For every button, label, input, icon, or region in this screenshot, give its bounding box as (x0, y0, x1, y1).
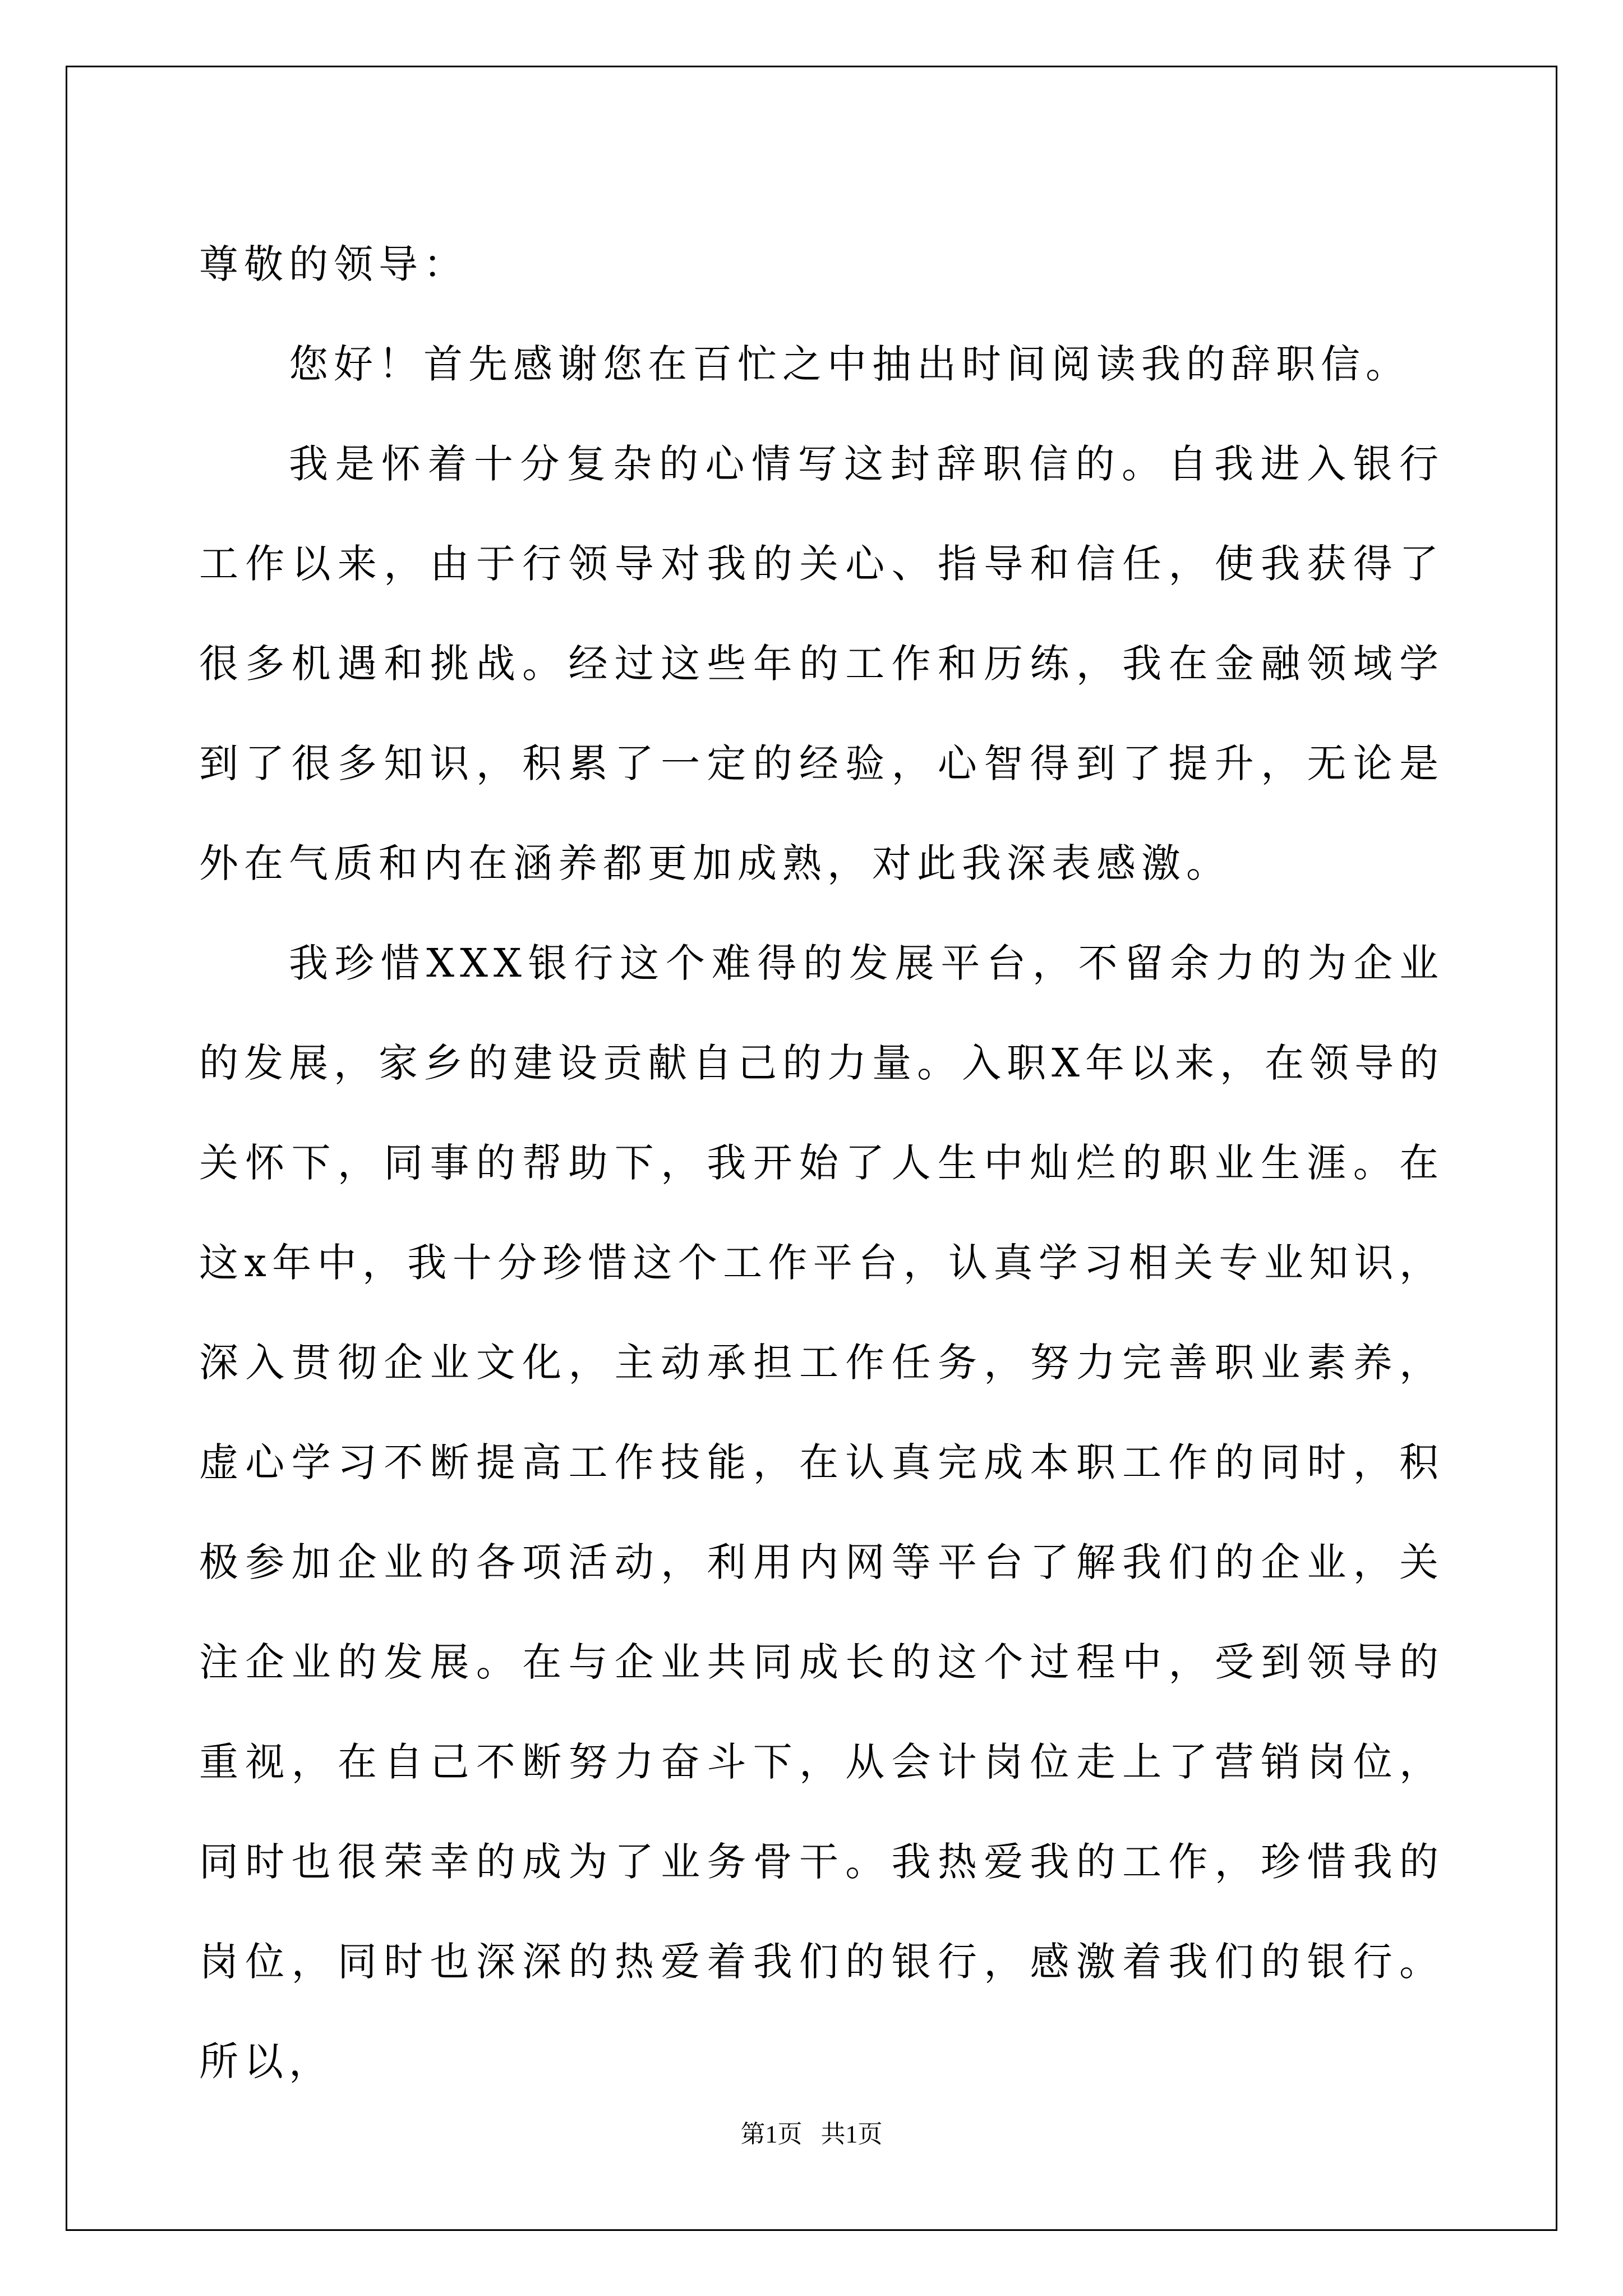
paragraph-greeting: 您好！首先感谢您在百忙之中抽出时间阅读我的辞职信。 (289, 341, 1410, 387)
paragraph-career: 我珍惜XXX银行这个难得的发展平台，不留余力的为企业的发展，家乡的建设贡献自己的力量。入职X年以来，在领导的关怀下，同事的帮助下，我开始了人生中灿烂的职业生涯。在这x年中，我十分珍惜这个工作平台，认真学习相关专业知识，深入贯彻企业文化，主动承担工作任务，努力完善职业素养，虚心学习不断提高工作技能，在认真完成本职工作的同时，积极参加企业的各项活动，利用内网等平台了解我们的企业，关注企业的发展。在与企业共同成长的这个过程中，受到领导的重视，在自己不断努力奋斗下，从会计岗位走上了营销岗位，同时也很荣幸的成为了业务骨干。我热爱我的工作，珍惜我的岗位，同时也深深的热爱着我们的银行，感激着我们的银行。所以， (199, 940, 1444, 2085)
paragraph-gratitude: 我是怀着十分复杂的心情写这封辞职信的。自我进入银行工作以来，由于行领导对我的关心、指导和信任，使我获得了很多机遇和挑战。经过这些年的工作和历练，我在金融领域学到了很多知识，积累了一定的经验，心智得到了提升，无论是外在气质和内在涵养都更加成熟，对此我深表感激。 (199, 441, 1444, 886)
page-number: 第1页 共1页 (740, 2120, 883, 2148)
salutation: 尊敬的领导： (199, 241, 468, 287)
letter-body (199, 214, 1444, 2111)
